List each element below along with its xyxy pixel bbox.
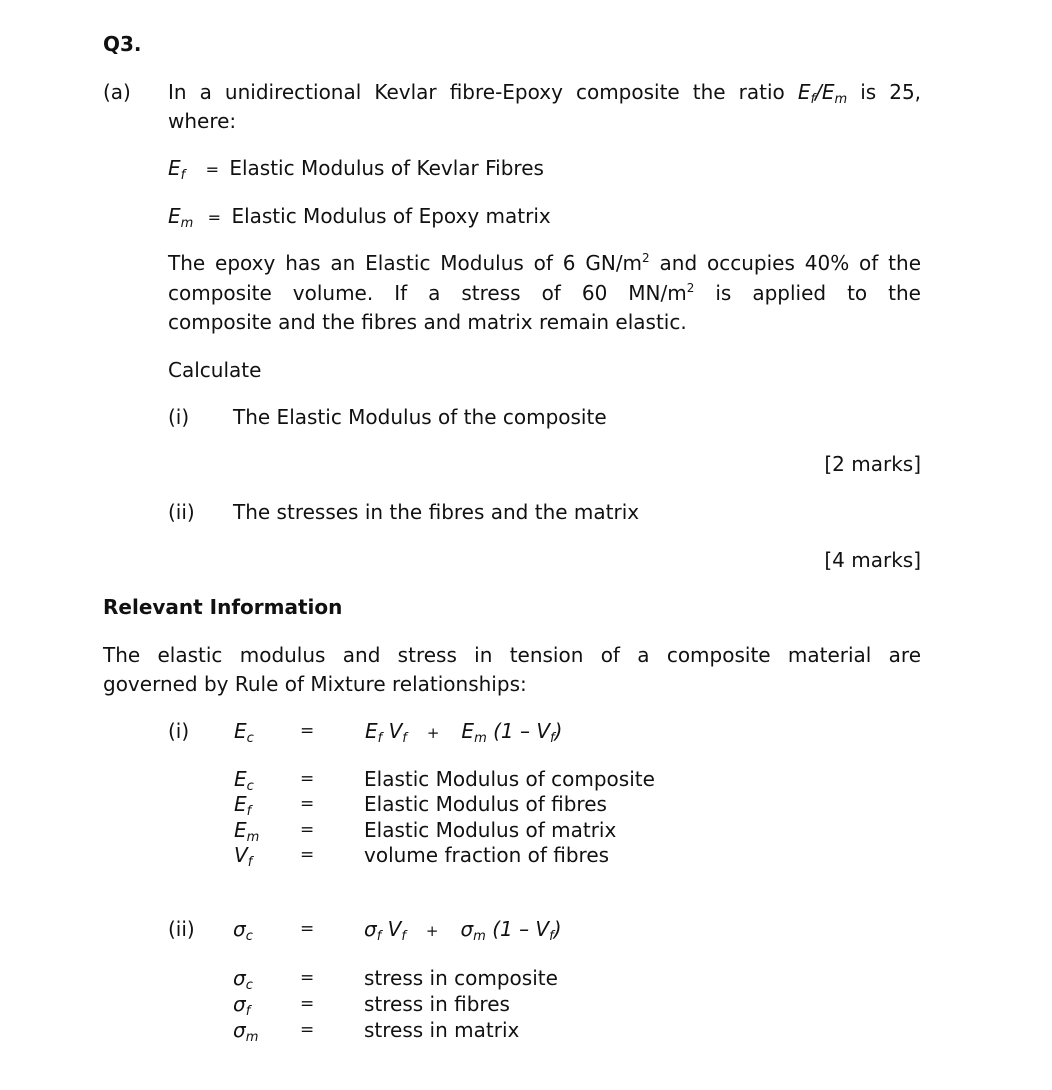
formula-def-equals: =: [300, 845, 315, 865]
formula-def-text: stress in matrix: [364, 1018, 520, 1042]
symbol: E: [168, 204, 181, 228]
formula-def-symbol: $E_m$: [234, 818, 260, 845]
marks: [4 marks]: [824, 548, 921, 572]
formula-label: (i): [168, 719, 190, 743]
paragraph-line: governed by Rule of Mixture relationships:: [103, 672, 527, 696]
formula-def-text: volume fraction of fibres: [364, 843, 610, 867]
marks: [2 marks]: [824, 452, 921, 476]
paragraph-line: composite and the fibres and matrix remain elastic.: [168, 310, 687, 334]
item-label: (i): [168, 405, 190, 429]
formula-def-text: Elastic Modulus of matrix: [364, 818, 617, 842]
formula-def-text: stress in composite: [364, 966, 558, 990]
definition-row: $E_m$ = Elastic Modulus of Epoxy matrix: [168, 204, 551, 231]
calculate-label: Calculate: [168, 358, 262, 382]
formula-def-symbol: $\sigma_f$: [233, 992, 251, 1019]
question-number: Q3.: [103, 32, 142, 56]
item-label: (ii): [168, 500, 195, 524]
formula-def-equals: =: [300, 794, 315, 814]
paragraph-line: The elastic modulus and stress in tension of a composite material are: [103, 643, 921, 667]
item-text: The Elastic Modulus of the composite: [233, 405, 607, 429]
formula-lhs: $\sigma_c$: [233, 917, 253, 944]
formula-def-equals: =: [300, 968, 315, 988]
formula-equals: =: [300, 721, 315, 741]
part-a-intro-line2: where:: [168, 109, 237, 133]
part-a-intro-line1: In a unidirectional Kevlar fibre-Epoxy composite the ratio $E_f/E_m$ is 25,: [168, 80, 922, 107]
formula-def-symbol: $V_f$: [234, 843, 253, 870]
formula-def-equals: =: [300, 994, 315, 1014]
formula-def-symbol: $\sigma_c$: [233, 966, 253, 993]
symbol: E: [168, 156, 181, 180]
section-heading: Relevant Information: [103, 595, 343, 619]
formula-rhs: $\sigma_f$ $V_f + \sigma_m$ $(1 - V_f)$: [364, 917, 562, 944]
item-text: The stresses in the fibres and the matrix: [233, 500, 640, 524]
paragraph-line: composite volume. If a stress of 60 $MN/m^2$ is applied to the: [168, 281, 921, 305]
formula-equals: =: [300, 919, 315, 939]
formula-def-text: stress in fibres: [364, 992, 510, 1016]
part-a-label: (a): [103, 80, 131, 104]
formula-lhs: $E_c$: [234, 719, 254, 746]
formula-def-text: Elastic Modulus of composite: [364, 767, 655, 791]
formula-def-equals: =: [300, 1020, 315, 1040]
formula-def-equals: =: [300, 820, 315, 840]
definition-row: $E_f$ = Elastic Modulus of Kevlar Fibres: [168, 156, 544, 183]
formula-def-equals: =: [300, 769, 315, 789]
formula-def-symbol: $E_c$: [234, 767, 254, 794]
formula-def-symbol: $E_f$: [234, 792, 252, 819]
formula-def-symbol: $\sigma_m$: [233, 1018, 259, 1045]
formula-rhs: $E_f$ $V_f + E_m$ $(1 - V_f)$: [365, 719, 563, 746]
formula-label: (ii): [168, 917, 195, 941]
formula-def-text: Elastic Modulus of fibres: [364, 792, 607, 816]
paragraph-line: The epoxy has an Elastic Modulus of 6 $GN/m^2$ and occupies 40% of the: [168, 251, 921, 275]
